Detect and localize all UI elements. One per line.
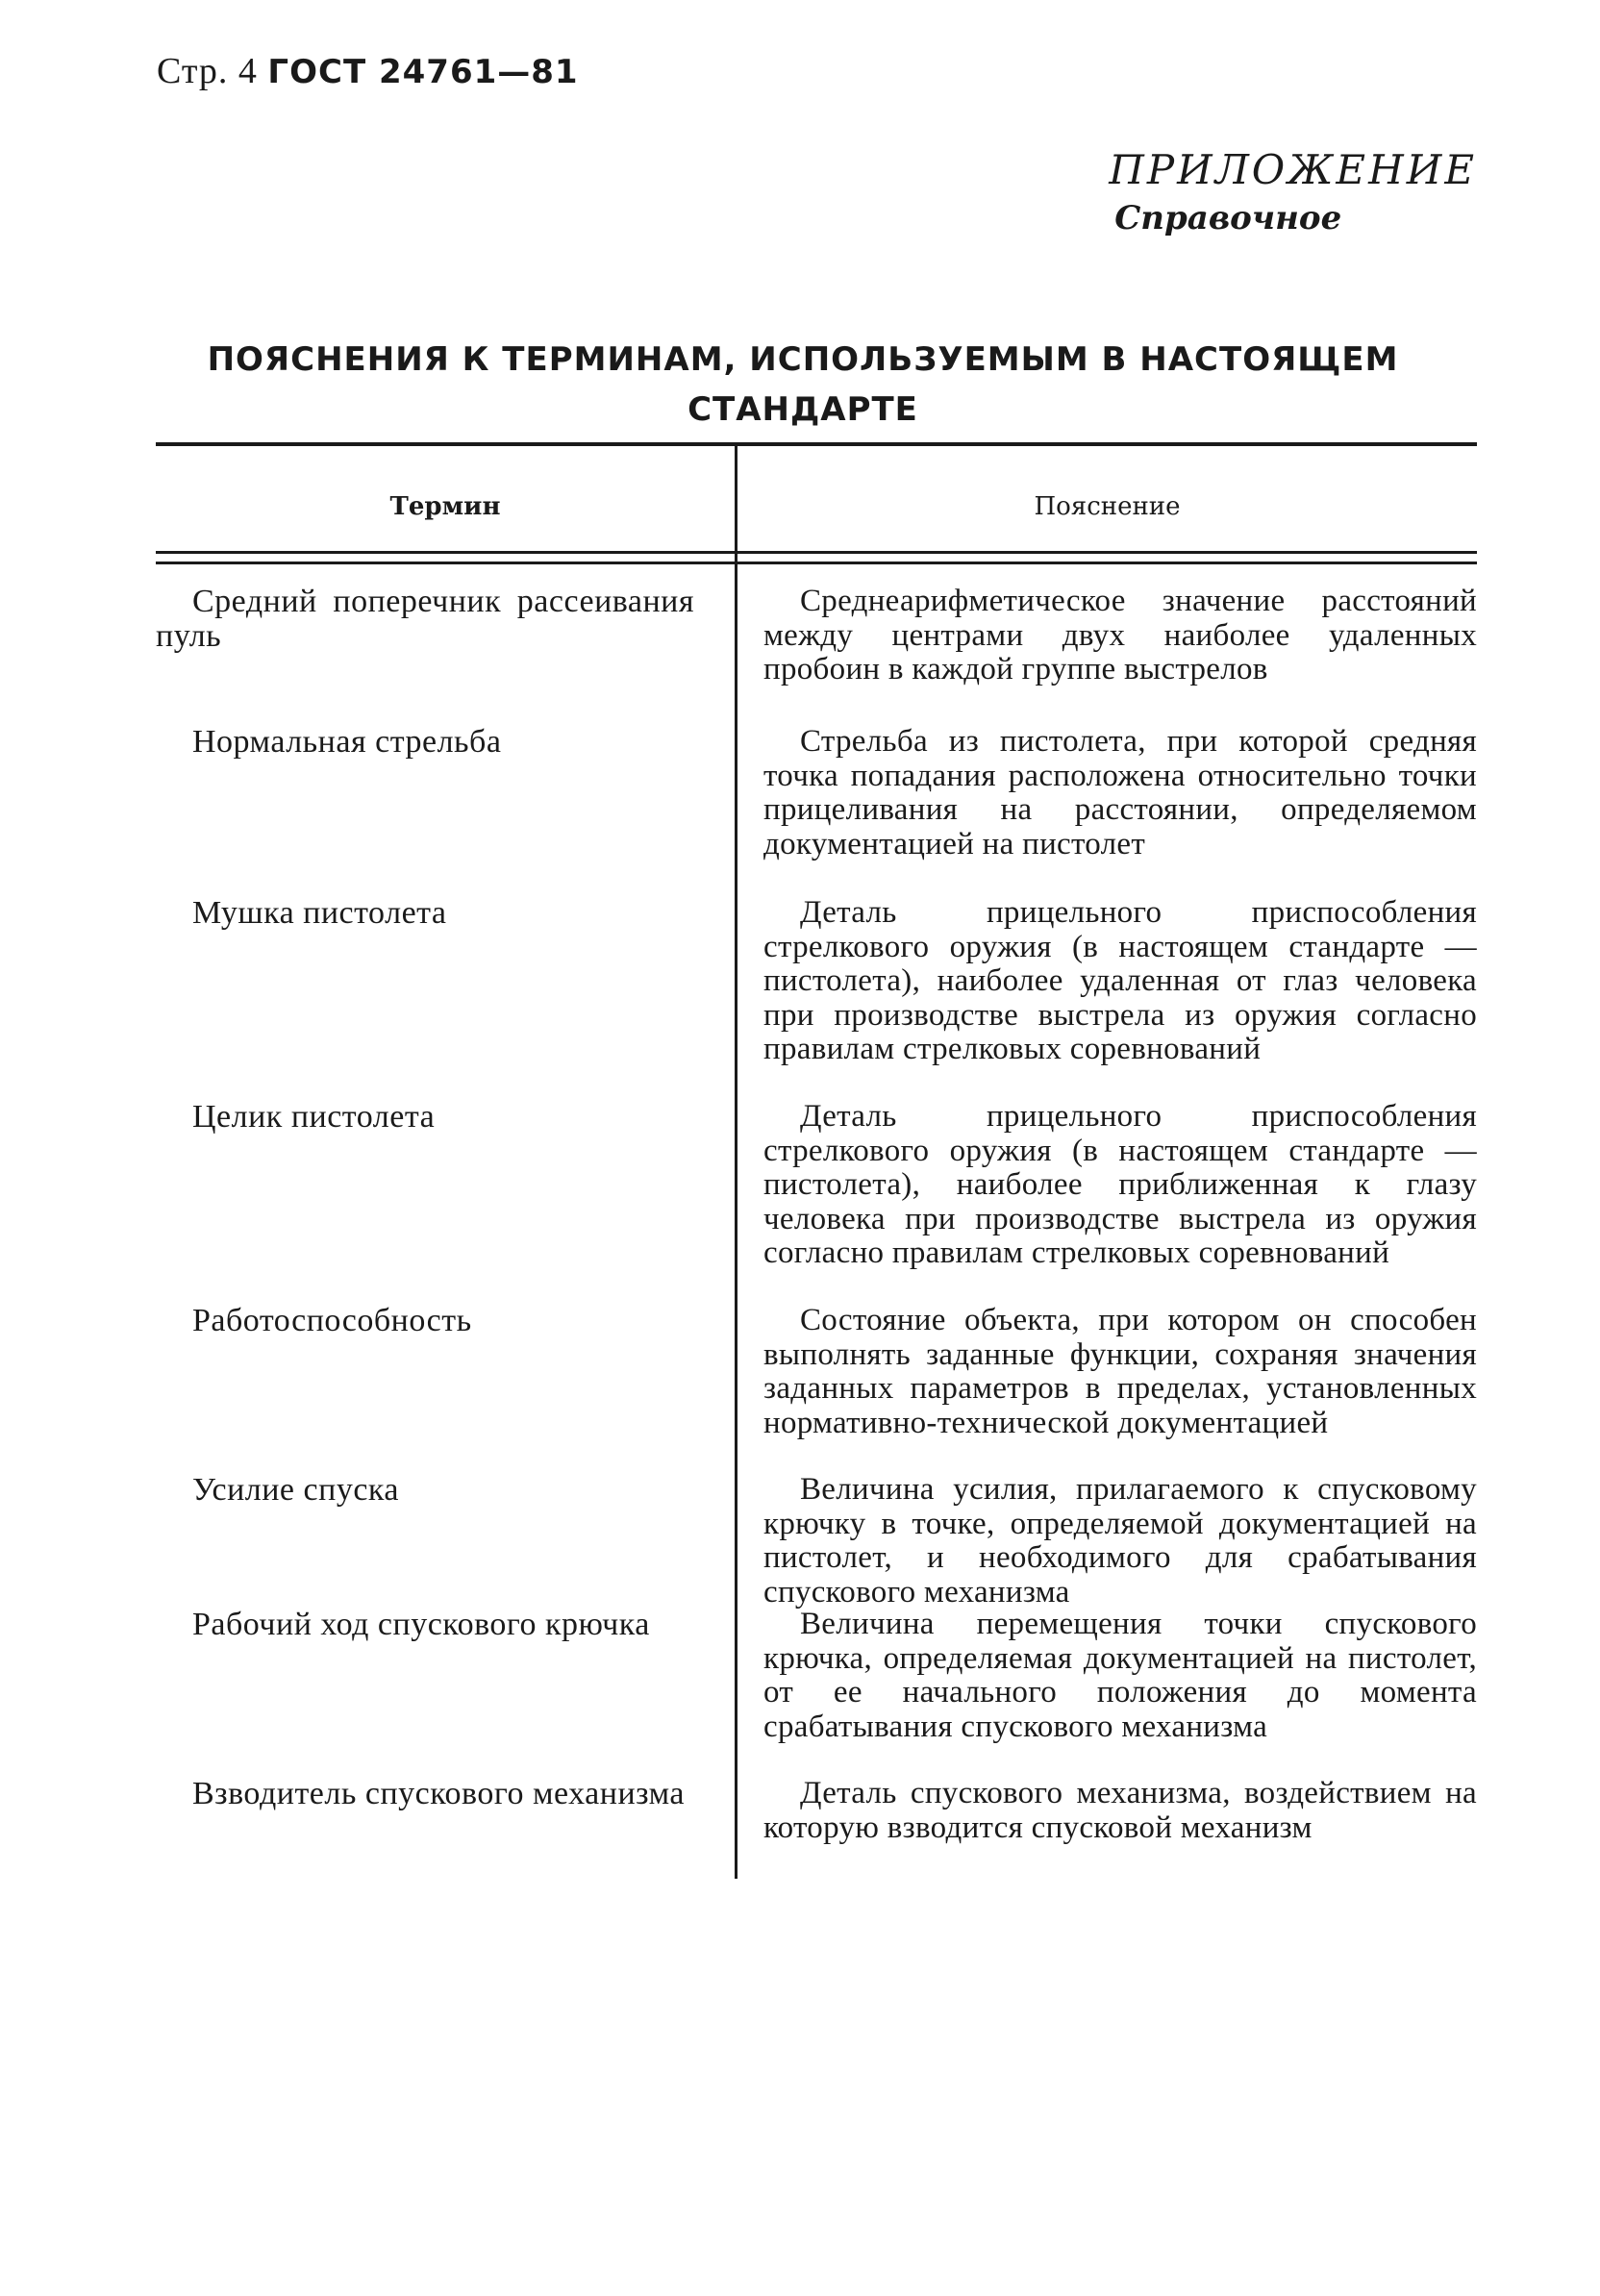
- table-top-rule: [156, 442, 1477, 446]
- document-title-line-2: СТАНДАРТЕ: [688, 390, 918, 429]
- explanation-cell: Деталь спускового механизма, воздействием на которую взводится спусковой механизм: [763, 1776, 1477, 1845]
- explanation-cell: Состояние объекта, при котором он способен выполнять заданные функции, сохраняя значения заданных параметров в пределах, установленных нормативно-технической документацией: [763, 1303, 1477, 1440]
- term-cell: Взводитель спускового механизма: [192, 1776, 685, 1811]
- document-title-line-1: ПОЯСНЕНИЯ К ТЕРМИНАМ, ИСПОЛЬЗУЕМЫМ В НАСТОЯЩЕМ: [207, 340, 1399, 379]
- appendix-title: ПРИЛОЖЕНИЕ: [1109, 146, 1477, 193]
- appendix-subtitle: Справочное: [1114, 199, 1342, 237]
- column-header-explanation: Пояснение: [1034, 492, 1181, 521]
- explanation-cell: Деталь прицельного приспособления стрелкового оружия (в настоящем стандарте — пистолета), наиболее приближенная к глазу человека при производстве выстрела из оружия согласно правилам стрелковых соревнований: [763, 1099, 1477, 1270]
- appendix-label: [1109, 146, 1477, 237]
- page-header: [157, 50, 579, 92]
- explanation-cell: Среднеарифметическое значение расстояний между центрами двух наиболее удаленных пробоин в каждой группе выстрелов: [763, 584, 1477, 686]
- document-title: [144, 335, 1462, 435]
- header-rule-lower: [156, 562, 1477, 564]
- explanation-cell: Величина усилия, прилагаемого к спусковому крючку в точке, определяемой документацией на пистолет, и необходимого для срабатывания спускового механизма: [763, 1472, 1477, 1610]
- term-cell: Усилие спуска: [192, 1472, 399, 1508]
- term-cell: Целик пистолета: [192, 1099, 436, 1135]
- explanation-cell: Стрельба из пистолета, при которой средняя точка попадания расположена относительно точки прицеливания на расстоянии, определяемом документацией на пистолет: [763, 724, 1477, 861]
- term-cell: Средний поперечник рассеивания пуль: [156, 584, 694, 654]
- explanation-cell: Деталь прицельного приспособления стрелкового оружия (в настоящем стандарте — пистолета), наиболее удаленная от глаз человека при производстве выстрела из оружия согласно правилам стрелковых соревнований: [763, 895, 1477, 1066]
- explanation-cell: Величина перемещения точки спускового крючка, определяемая документацией на пистолет, от ее начального положения до момента срабатывания спускового механизма: [763, 1607, 1477, 1744]
- column-header-term: Термин: [389, 492, 501, 521]
- term-cell: Нормальная стрельба: [192, 724, 502, 760]
- column-divider: [735, 442, 738, 1879]
- header-rule-upper: [156, 551, 1477, 554]
- terms-table: [156, 442, 1477, 1884]
- term-cell: Мушка пистолета: [192, 895, 447, 931]
- term-cell: Рабочий ход спускового крючка: [192, 1607, 650, 1642]
- term-cell: Работоспособность: [192, 1303, 472, 1338]
- standard-number: ГОСТ 24761—81: [267, 53, 579, 91]
- page-reference: Стр. 4: [157, 51, 258, 91]
